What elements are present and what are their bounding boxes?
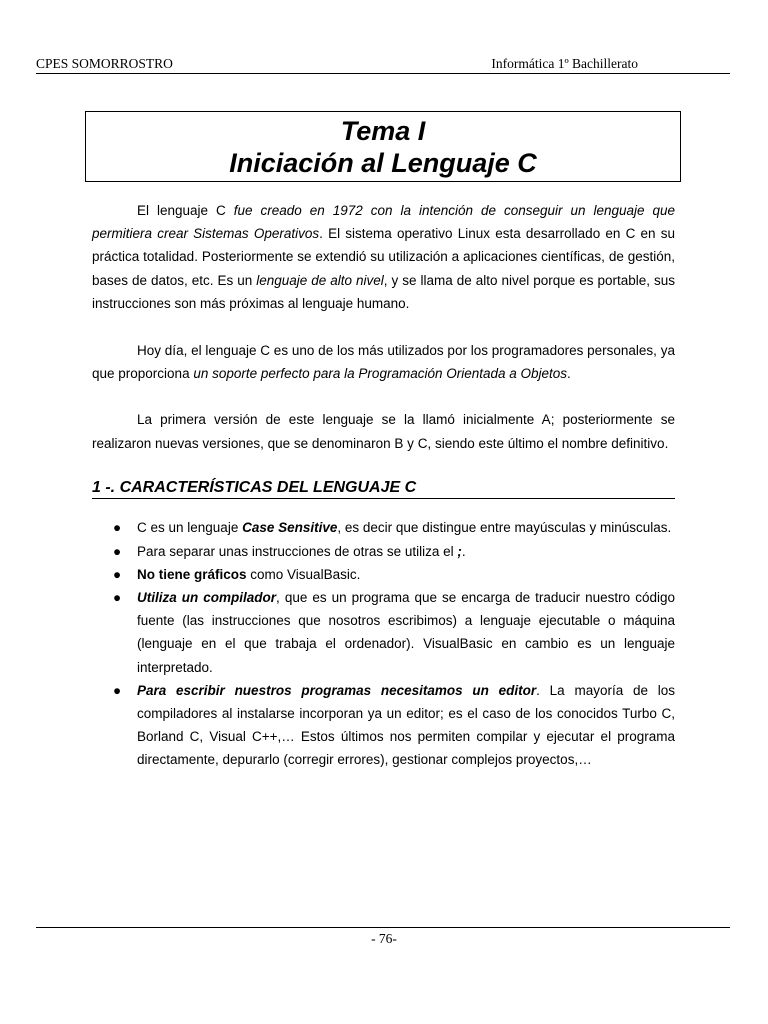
- bullet-icon: ●: [113, 543, 122, 559]
- list-item: [92, 563, 675, 586]
- paragraph-2-italic: un soporte perfecto para la Programación Orientada a Objetos: [193, 365, 568, 381]
- paragraph-1: [92, 199, 675, 315]
- paragraph-3: [92, 408, 675, 454]
- bullet-icon: ●: [113, 682, 122, 698]
- list-item-text-b: .: [461, 543, 466, 559]
- title-line-1: Tema I: [340, 116, 426, 146]
- characteristics-list: [92, 516, 675, 771]
- list-item: [92, 540, 675, 563]
- paragraph-2-text-a: Hoy día, el lenguaje C es uno de los más utilizados por los programadores personales, ya que proporciona: [92, 342, 675, 381]
- paragraph-1-italic-a: fue creado en 1972 con la intención de conseguir un lenguaje que permitiera crear Sistemas Operativos: [92, 203, 675, 242]
- paragraph-1-text-c: , y se llama de alto nivel porque es portable, sus instrucciones son más próximas al lenguaje humano.: [92, 272, 675, 311]
- paragraph-2-text-b: .: [567, 365, 571, 381]
- section-heading: 1 -. CARACTERÍSTICAS DEL LENGUAJE C: [92, 478, 675, 499]
- paragraph-1-text-a: El lenguaje C: [137, 203, 234, 218]
- list-item-emphasis: No tiene gráficos: [137, 566, 247, 582]
- list-item: [92, 516, 675, 539]
- bullet-icon: ●: [113, 520, 122, 536]
- list-item-text-a: Para separar unas instrucciones de otras se utiliza el: [137, 543, 458, 559]
- page-content: [92, 199, 675, 772]
- list-item-text-a: . La mayoría de los compiladores al instalarse incorporan ya un editor; es el caso de los conocidos Turbo C, Borland C, Visual C++,… Estos últimos nos permiten compilar y ejecutar el programa directamente, depurarlo (corregir errores), gestionar complejos proyectos,…: [137, 682, 675, 768]
- list-item-emphasis: Case Sensitive: [242, 520, 338, 536]
- bullet-icon: ●: [113, 589, 122, 605]
- list-item: [92, 586, 675, 679]
- paragraph-1-text-b: . El sistema operativo Linux esta desarrollado en C en su práctica totalidad. Posteriormente se extendió su utilización a aplicaciones científicas, de gestión, bases de datos, etc. Es un: [92, 226, 676, 288]
- paragraph-3-text: La primera versión de este lenguaje se la llamó inicialmente A; posteriormente se realizaron nuevas versiones, que se denominaron B y C, siendo este último el nombre definitivo.: [92, 412, 675, 451]
- title-line-2: Iniciación al Lenguaje C: [229, 148, 537, 178]
- footer-divider: [36, 927, 730, 928]
- page-header: [36, 56, 730, 74]
- bullet-icon: ●: [113, 566, 122, 582]
- page-number: - 76-: [371, 931, 397, 946]
- list-item: [92, 679, 675, 772]
- list-item-text-a: , que es un programa que se encarga de traducir nuestro código fuente (las instrucciones que nosotros escribimos) a lenguaje ejecutable o máquina (lenguaje en el que trabaja el ordenador). VisualBasic en cambio es un lenguaje interpretado.: [137, 589, 675, 675]
- header-school: CPES SOMORROSTRO: [36, 56, 173, 71]
- header-course: Informática 1º Bachillerato: [491, 56, 638, 71]
- list-item-text-a: como VisualBasic.: [246, 566, 361, 582]
- list-item-text-b: , es decir que distingue entre mayúsculas y minúsculas.: [337, 520, 672, 536]
- list-item-emphasis: Utiliza un compilador: [137, 589, 277, 605]
- title-box: [85, 111, 681, 182]
- paragraph-1-italic-b: lenguaje de alto nivel: [256, 272, 384, 288]
- list-item-emphasis: Para escribir nuestros programas necesitamos un editor: [137, 682, 537, 698]
- paragraph-2: [92, 339, 675, 385]
- list-item-text-a: C es un lenguaje: [137, 520, 243, 536]
- list-item-emphasis: ;: [457, 543, 462, 559]
